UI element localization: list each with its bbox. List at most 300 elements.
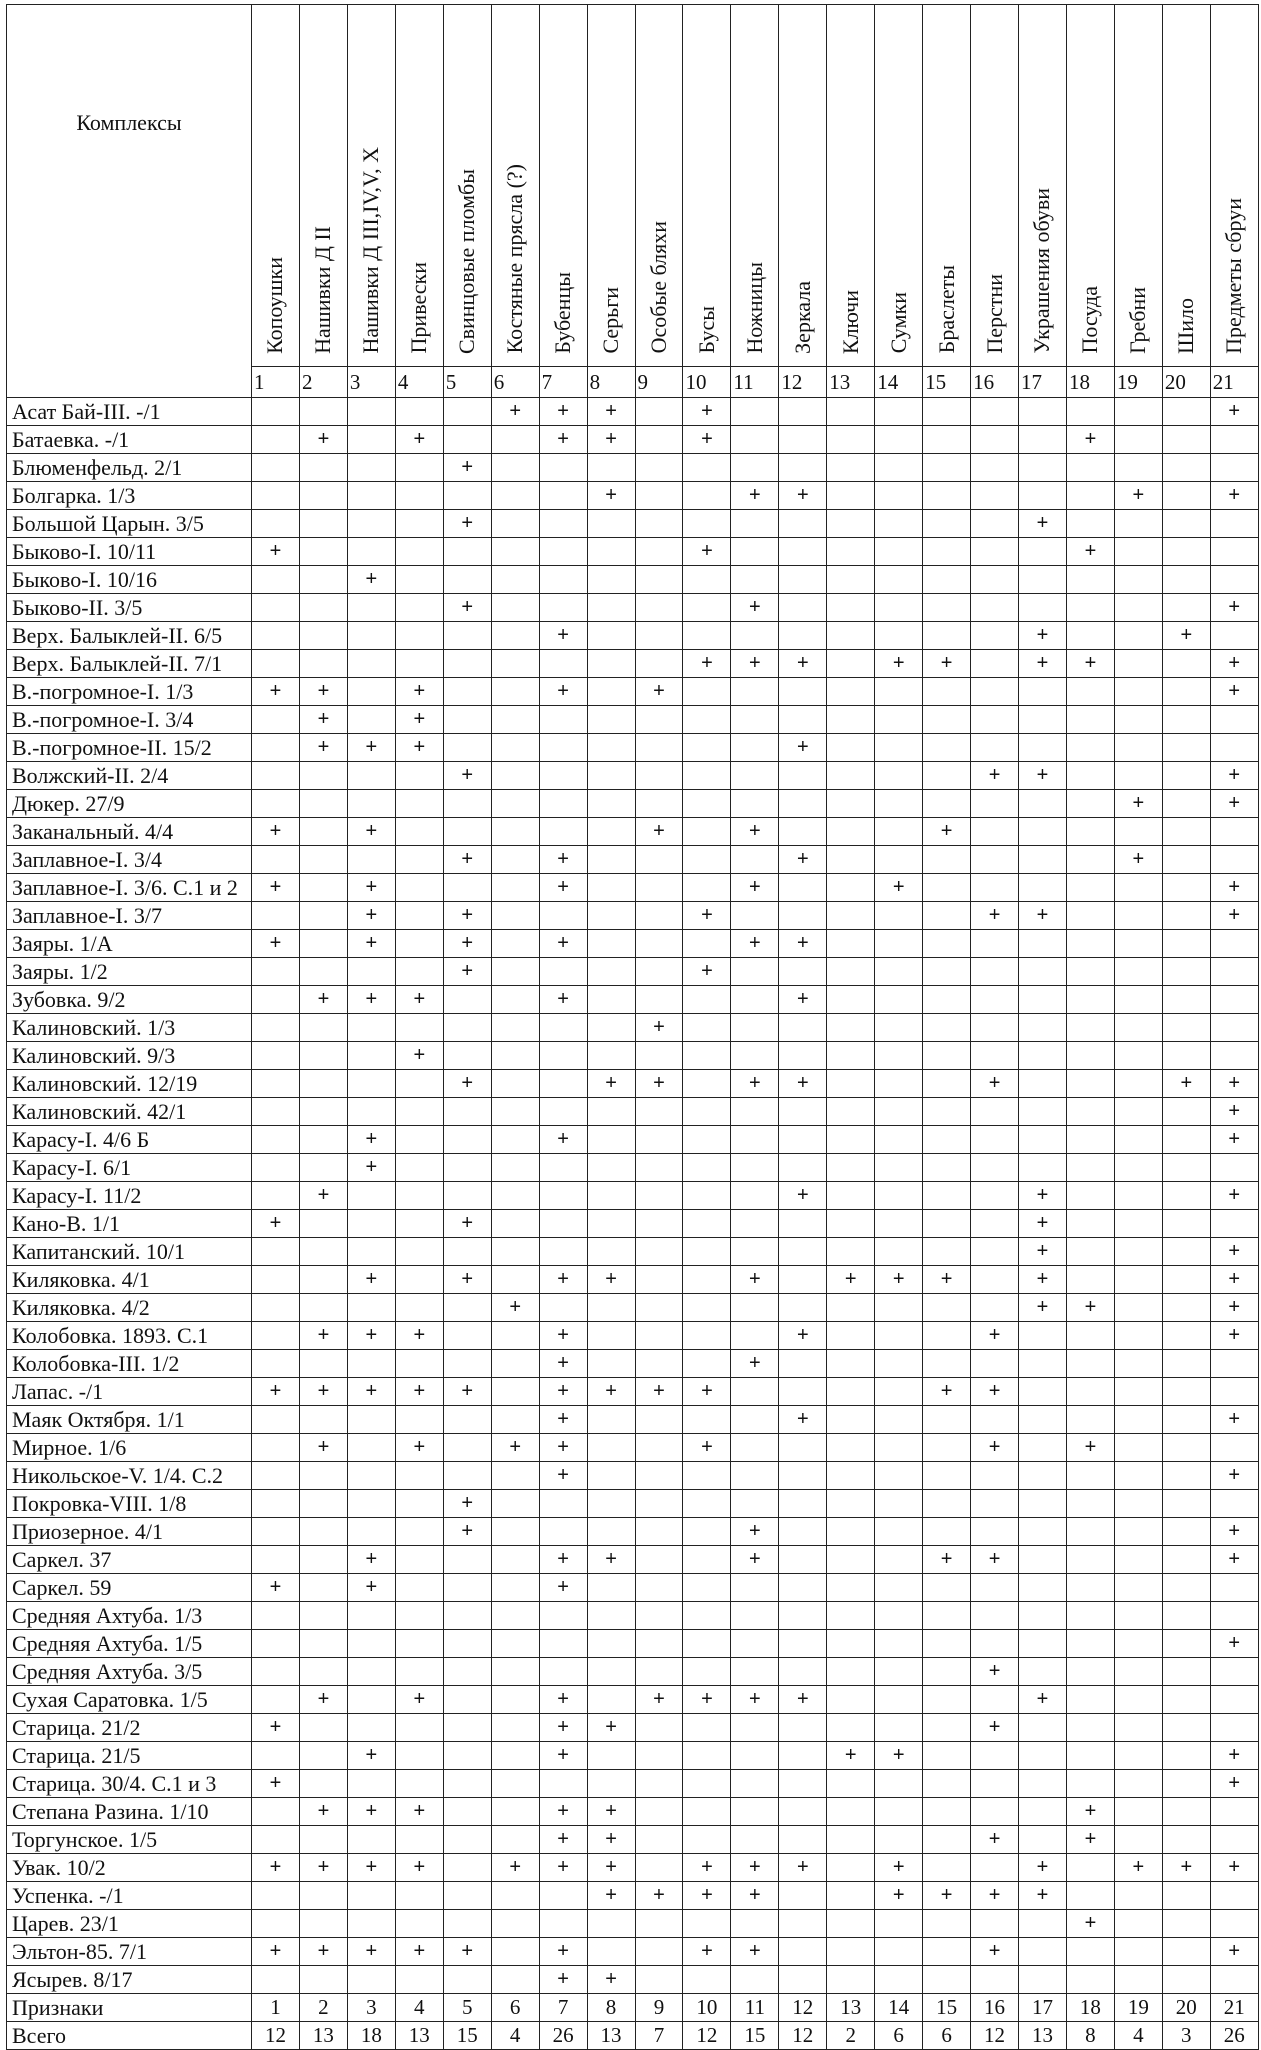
presence-mark: + [587,1714,635,1742]
empty-cell [875,1826,923,1854]
empty-cell [779,1938,827,1966]
table-row [7,1630,1259,1658]
total-value: 12 [971,2022,1019,2050]
empty-cell [443,1042,491,1070]
empty-cell [779,1266,827,1294]
empty-cell [1019,1070,1067,1098]
column-number: 12 [779,366,827,397]
empty-cell [971,1294,1019,1322]
empty-cell [1066,1546,1114,1574]
empty-cell [1019,566,1067,594]
presence-mark: + [971,762,1019,790]
empty-cell [395,1602,443,1630]
empty-cell [347,1714,395,1742]
empty-cell [1066,1602,1114,1630]
empty-cell [443,1434,491,1462]
empty-cell [443,1406,491,1434]
empty-cell [1162,1798,1210,1826]
empty-cell [587,902,635,930]
empty-cell [1210,706,1258,734]
presence-mark: + [1210,1630,1258,1658]
empty-cell [539,1070,587,1098]
presence-mark: + [347,1854,395,1882]
presence-mark: + [1019,510,1067,538]
empty-cell [731,1042,779,1070]
presence-mark: + [587,1798,635,1826]
empty-cell [971,1126,1019,1154]
empty-cell [1066,986,1114,1014]
feature-number: 19 [1114,1994,1162,2022]
presence-mark: + [443,1070,491,1098]
empty-cell [827,1014,875,1042]
empty-cell [587,454,635,482]
empty-cell [1066,622,1114,650]
empty-cell [443,426,491,454]
empty-cell [683,1910,731,1938]
presence-mark: + [491,398,539,426]
empty-cell [683,678,731,706]
complex-name: Степана Разина. 1/10 [7,1798,252,1826]
column-header-18 [1066,5,1114,367]
empty-cell [875,1574,923,1602]
empty-cell [347,678,395,706]
empty-cell [347,958,395,986]
complex-name: Быково-I. 10/11 [7,538,252,566]
empty-cell [923,1686,971,1714]
column-header-17 [1019,5,1067,367]
empty-cell [395,1238,443,1266]
empty-cell [1162,1378,1210,1406]
table-row [7,1070,1259,1098]
empty-cell [491,790,539,818]
empty-cell [779,1210,827,1238]
empty-cell [923,1126,971,1154]
presence-mark: + [635,1686,683,1714]
empty-cell [971,818,1019,846]
empty-cell [683,566,731,594]
presence-mark: + [1114,846,1162,874]
empty-cell [491,1882,539,1910]
empty-cell [539,1294,587,1322]
empty-cell [875,1350,923,1378]
empty-cell [443,818,491,846]
empty-cell [875,1714,923,1742]
presence-mark: + [635,678,683,706]
empty-cell [779,1966,827,1994]
empty-cell [252,1434,300,1462]
empty-cell [587,706,635,734]
empty-cell [491,426,539,454]
presence-mark: + [491,1854,539,1882]
complex-name: Приозерное. 4/1 [7,1518,252,1546]
empty-cell [683,1546,731,1574]
empty-cell [1066,1714,1114,1742]
empty-cell [1210,1686,1258,1714]
empty-cell [635,566,683,594]
empty-cell [1114,1378,1162,1406]
empty-cell [491,1546,539,1574]
presence-mark: + [1019,1294,1067,1322]
presence-mark: + [731,1882,779,1910]
empty-cell [587,818,635,846]
column-header-19 [1114,5,1162,367]
empty-cell [923,510,971,538]
empty-cell [1210,986,1258,1014]
empty-cell [443,1658,491,1686]
empty-cell [1210,1714,1258,1742]
empty-cell [1210,1210,1258,1238]
empty-cell [1019,1602,1067,1630]
empty-cell [299,1154,347,1182]
presence-mark: + [731,1938,779,1966]
empty-cell [1066,734,1114,762]
presence-mark: + [347,1546,395,1574]
empty-cell [779,1238,827,1266]
presence-mark: + [1210,1098,1258,1126]
empty-cell [731,1126,779,1154]
empty-cell [1114,1742,1162,1770]
empty-cell [1162,1518,1210,1546]
empty-cell [731,1406,779,1434]
empty-cell [875,1098,923,1126]
empty-cell [1210,958,1258,986]
empty-cell [827,1798,875,1826]
empty-cell [875,1630,923,1658]
presence-mark: + [1114,482,1162,510]
empty-cell [1210,1602,1258,1630]
table-row [7,1910,1259,1938]
empty-cell [1114,1406,1162,1434]
presence-mark: + [1066,1294,1114,1322]
column-label: Серьги [598,287,624,354]
empty-cell [491,958,539,986]
presence-mark: + [587,1070,635,1098]
empty-cell [1114,734,1162,762]
empty-cell [779,958,827,986]
empty-cell [923,1854,971,1882]
empty-cell [491,538,539,566]
column-number: 20 [1162,366,1210,397]
empty-cell [683,1518,731,1546]
empty-cell [1066,398,1114,426]
presence-mark: + [443,1938,491,1966]
total-value: 6 [923,2022,971,2050]
empty-cell [971,622,1019,650]
empty-cell [395,1714,443,1742]
empty-cell [971,454,1019,482]
empty-cell [731,1182,779,1210]
empty-cell [587,510,635,538]
empty-cell [1019,1042,1067,1070]
empty-cell [587,1042,635,1070]
empty-cell [587,1686,635,1714]
empty-cell [1162,1154,1210,1182]
empty-cell [491,622,539,650]
total-value: 4 [491,2022,539,2050]
empty-cell [1114,1266,1162,1294]
empty-cell [1066,1070,1114,1098]
presence-mark: + [252,1210,300,1238]
empty-cell [443,874,491,902]
empty-cell [1114,1098,1162,1126]
empty-cell [635,1938,683,1966]
empty-cell [1162,1126,1210,1154]
empty-cell [1162,1042,1210,1070]
empty-cell [1162,426,1210,454]
empty-cell [1066,874,1114,902]
empty-cell [875,1686,923,1714]
empty-cell [491,1406,539,1434]
empty-cell [923,1630,971,1658]
presence-mark: + [683,1378,731,1406]
total-value: 2 [827,2022,875,2050]
presence-mark: + [443,594,491,622]
empty-cell [299,1210,347,1238]
empty-cell [635,986,683,1014]
presence-mark: + [875,1742,923,1770]
empty-cell [1019,1434,1067,1462]
empty-cell [395,594,443,622]
empty-cell [347,846,395,874]
table-row [7,1154,1259,1182]
empty-cell [1066,1658,1114,1686]
empty-cell [299,1910,347,1938]
empty-cell [1162,1770,1210,1798]
empty-cell [252,958,300,986]
presence-mark: + [347,1378,395,1406]
empty-cell [539,1658,587,1686]
empty-cell [875,566,923,594]
empty-cell [491,1658,539,1686]
empty-cell [252,566,300,594]
empty-cell [539,538,587,566]
empty-cell [683,930,731,958]
complexes-table [6,4,1259,2050]
empty-cell [587,1350,635,1378]
empty-cell [731,1770,779,1798]
empty-cell [875,902,923,930]
column-number: 14 [875,366,923,397]
empty-cell [1066,1322,1114,1350]
presence-mark: + [443,1266,491,1294]
empty-cell [1019,426,1067,454]
empty-cell [1114,902,1162,930]
empty-cell [779,706,827,734]
empty-cell [683,1630,731,1658]
presence-mark: + [971,1070,1019,1098]
column-header-6 [491,5,539,367]
empty-cell [539,566,587,594]
column-number: 16 [971,366,1019,397]
empty-cell [875,1238,923,1266]
empty-cell [1114,566,1162,594]
empty-cell [347,1210,395,1238]
empty-cell [443,482,491,510]
empty-cell [923,1714,971,1742]
empty-cell [1019,1574,1067,1602]
complex-name: Мирное. 1/6 [7,1434,252,1462]
empty-cell [731,566,779,594]
complex-name: Заплавное-I. 3/6. С.1 и 2 [7,874,252,902]
empty-cell [1019,1770,1067,1798]
complex-name: Торгунское. 1/5 [7,1826,252,1854]
empty-cell [923,1434,971,1462]
empty-cell [635,1574,683,1602]
empty-cell [875,846,923,874]
empty-cell [347,650,395,678]
total-value: 7 [635,2022,683,2050]
empty-cell [923,1602,971,1630]
presence-mark: + [827,1266,875,1294]
empty-cell [971,1770,1019,1798]
column-number: 1 [252,366,300,397]
table-row [7,426,1259,454]
presence-mark: + [923,1882,971,1910]
presence-mark: + [779,1854,827,1882]
table-row [7,566,1259,594]
empty-cell [683,1042,731,1070]
empty-cell [1162,930,1210,958]
presence-mark: + [971,1826,1019,1854]
empty-cell [443,1014,491,1042]
presence-mark: + [252,874,300,902]
presence-mark: + [683,1882,731,1910]
presence-mark: + [1210,1070,1258,1098]
empty-cell [827,1938,875,1966]
presence-mark: + [779,986,827,1014]
empty-cell [1210,1882,1258,1910]
presence-mark: + [252,1854,300,1882]
complex-name: Колобовка. 1893. С.1 [7,1322,252,1350]
empty-cell [875,986,923,1014]
empty-cell [539,706,587,734]
empty-cell [252,790,300,818]
empty-cell [923,398,971,426]
empty-cell [539,1630,587,1658]
features-row [7,1994,1259,2022]
empty-cell [395,1294,443,1322]
complex-name: В.-погромное-I. 3/4 [7,706,252,734]
presence-mark: + [252,538,300,566]
empty-cell [635,1630,683,1658]
empty-cell [252,734,300,762]
empty-cell [923,1798,971,1826]
empty-cell [1114,1210,1162,1238]
presence-mark: + [1066,1826,1114,1854]
complex-name: Колобовка-III. 1/2 [7,1350,252,1378]
empty-cell [299,1882,347,1910]
empty-cell [635,1462,683,1490]
presence-mark: + [971,902,1019,930]
empty-cell [875,1462,923,1490]
empty-cell [635,454,683,482]
empty-cell [923,566,971,594]
empty-cell [635,482,683,510]
empty-cell [875,790,923,818]
empty-cell [683,1210,731,1238]
empty-cell [1114,1042,1162,1070]
empty-cell [971,1462,1019,1490]
table-row [7,1434,1259,1462]
empty-cell [683,762,731,790]
presence-mark: + [971,1714,1019,1742]
empty-cell [731,1826,779,1854]
empty-cell [1162,706,1210,734]
empty-cell [1162,1350,1210,1378]
feature-number: 14 [875,1994,923,2022]
empty-cell [875,1294,923,1322]
column-header-20 [1162,5,1210,367]
complex-name: Блюменфельд. 2/1 [7,454,252,482]
empty-cell [779,1798,827,1826]
table-row [7,1098,1259,1126]
complex-name: Лапас. -/1 [7,1378,252,1406]
totals-row [7,2022,1259,2050]
column-label: Ключи [837,289,863,354]
empty-cell [923,902,971,930]
empty-cell [1114,1462,1162,1490]
presence-mark: + [299,706,347,734]
empty-cell [347,1658,395,1686]
empty-cell [491,678,539,706]
empty-cell [299,902,347,930]
empty-cell [923,1070,971,1098]
empty-cell [347,1014,395,1042]
empty-cell [731,454,779,482]
empty-cell [923,622,971,650]
total-value: 12 [683,2022,731,2050]
empty-cell [1210,1154,1258,1182]
empty-cell [779,1574,827,1602]
empty-cell [635,1602,683,1630]
complex-name: Саркел. 37 [7,1546,252,1574]
table-row [7,510,1259,538]
empty-cell [635,1910,683,1938]
empty-cell [1162,1294,1210,1322]
empty-cell [1019,1518,1067,1546]
empty-cell [1114,1770,1162,1798]
empty-cell [779,1294,827,1322]
empty-cell [1066,1854,1114,1882]
column-number: 19 [1114,366,1162,397]
empty-cell [923,958,971,986]
empty-cell [443,1826,491,1854]
empty-cell [443,1686,491,1714]
total-value: 12 [779,2022,827,2050]
presence-mark: + [539,1574,587,1602]
empty-cell [347,622,395,650]
empty-cell [443,1350,491,1378]
empty-cell [395,818,443,846]
empty-cell [539,1238,587,1266]
empty-cell [875,1770,923,1798]
empty-cell [971,1098,1019,1126]
empty-cell [1066,1966,1114,1994]
presence-mark: + [347,1266,395,1294]
empty-cell [875,1658,923,1686]
empty-cell [1162,1490,1210,1518]
empty-cell [875,622,923,650]
table-row [7,930,1259,958]
presence-mark: + [443,846,491,874]
empty-cell [252,762,300,790]
presence-mark: + [395,1378,443,1406]
empty-cell [1162,1182,1210,1210]
empty-cell [1066,1574,1114,1602]
empty-cell [1066,1938,1114,1966]
empty-cell [635,510,683,538]
presence-mark: + [683,902,731,930]
